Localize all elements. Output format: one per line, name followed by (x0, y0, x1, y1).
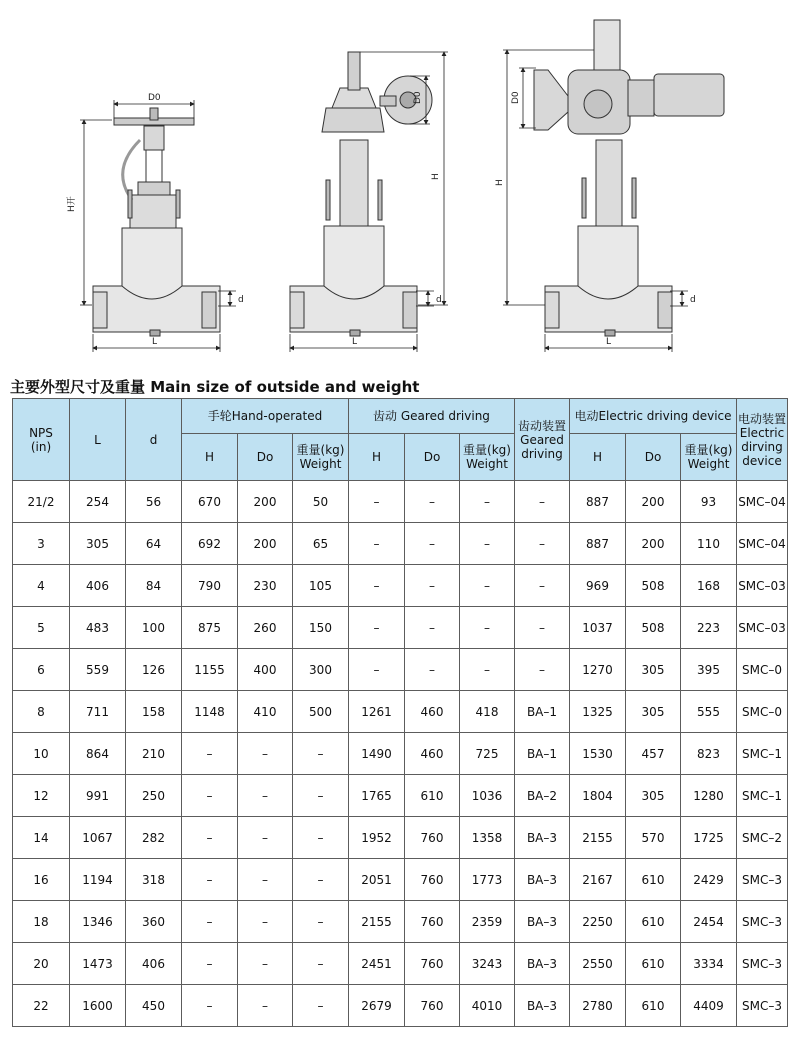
cell-hand-do: 400 (238, 649, 293, 691)
cell-electric-device: SMC–3 (737, 985, 788, 1027)
cell-hand-weight: – (293, 817, 349, 859)
header-electric-driving: 电动Electric driving device (570, 399, 737, 434)
cell-geared-device: – (515, 523, 570, 565)
cell-geared-do: 760 (405, 817, 460, 859)
cell-geared-do: – (405, 565, 460, 607)
cell-hand-do: – (238, 901, 293, 943)
cell-electric-device: SMC–2 (737, 817, 788, 859)
cell-geared-h: 2679 (349, 985, 405, 1027)
cell-geared-weight: 725 (460, 733, 515, 775)
cell-hand-do: – (238, 943, 293, 985)
cell-geared-weight: 1773 (460, 859, 515, 901)
cell-hand-weight: 150 (293, 607, 349, 649)
table-row (13, 523, 788, 565)
cell-geared-weight: – (460, 565, 515, 607)
header-electric-do: Do (626, 434, 681, 481)
cell-nps: 22 (13, 985, 70, 1027)
cell-electric-do: 610 (626, 943, 681, 985)
cell-hand-weight: – (293, 901, 349, 943)
cell-electric-h: 1270 (570, 649, 626, 691)
cell-hand-do: 200 (238, 523, 293, 565)
valve-drawings (0, 0, 800, 370)
cell-hand-do: 410 (238, 691, 293, 733)
cell-electric-h: 2780 (570, 985, 626, 1027)
cell-nps: 6 (13, 649, 70, 691)
cell-nps: 18 (13, 901, 70, 943)
size-weight-table (12, 398, 788, 1027)
cell-geared-do: 460 (405, 691, 460, 733)
cell-l: 1067 (70, 817, 126, 859)
header-electric-device: 电动装置 Electric dirving device (737, 399, 788, 481)
cell-d: 318 (126, 859, 182, 901)
cell-hand-weight: 50 (293, 481, 349, 523)
cell-geared-do: 460 (405, 733, 460, 775)
table-row (13, 481, 788, 523)
cell-hand-h: – (182, 733, 238, 775)
table-header (13, 399, 788, 481)
cell-electric-h: 887 (570, 523, 626, 565)
cell-electric-weight: 823 (681, 733, 737, 775)
cell-geared-device: BA–1 (515, 733, 570, 775)
cell-geared-weight: – (460, 481, 515, 523)
cell-geared-weight: 3243 (460, 943, 515, 985)
cell-geared-device: – (515, 481, 570, 523)
cell-l: 1194 (70, 859, 126, 901)
cell-electric-device: SMC–3 (737, 943, 788, 985)
cell-d: 282 (126, 817, 182, 859)
cell-geared-h: – (349, 649, 405, 691)
cell-hand-h: 1155 (182, 649, 238, 691)
table-row (13, 775, 788, 817)
header-hand-do: Do (238, 434, 293, 481)
cell-hand-weight: – (293, 943, 349, 985)
cell-geared-device: – (515, 565, 570, 607)
table-body (13, 481, 788, 1027)
table-row (13, 985, 788, 1027)
header-hand-h: H (182, 434, 238, 481)
cell-electric-weight: 555 (681, 691, 737, 733)
cell-hand-h: 670 (182, 481, 238, 523)
cell-electric-h: 2550 (570, 943, 626, 985)
cell-geared-weight: 1358 (460, 817, 515, 859)
cell-geared-weight: 4010 (460, 985, 515, 1027)
cell-geared-h: 2155 (349, 901, 405, 943)
cell-hand-h: – (182, 775, 238, 817)
cell-hand-weight: 65 (293, 523, 349, 565)
electric-l-label: L (606, 337, 612, 347)
cell-hand-weight: – (293, 859, 349, 901)
cell-geared-weight: – (460, 607, 515, 649)
cell-geared-weight: 2359 (460, 901, 515, 943)
cell-electric-do: 305 (626, 649, 681, 691)
cell-electric-weight: 93 (681, 481, 737, 523)
header-electric-h: H (570, 434, 626, 481)
cell-geared-h: 2451 (349, 943, 405, 985)
cell-geared-do: 610 (405, 775, 460, 817)
header-electric-weight: 重量(kg) Weight (681, 434, 737, 481)
cell-electric-h: 969 (570, 565, 626, 607)
cell-hand-weight: 500 (293, 691, 349, 733)
cell-electric-weight: 2429 (681, 859, 737, 901)
cell-geared-device: BA–3 (515, 943, 570, 985)
cell-hand-weight: – (293, 985, 349, 1027)
cell-electric-h: 2167 (570, 859, 626, 901)
cell-geared-device: BA–3 (515, 901, 570, 943)
cell-geared-device: – (515, 607, 570, 649)
table-row (13, 607, 788, 649)
cell-l: 711 (70, 691, 126, 733)
cell-d: 450 (126, 985, 182, 1027)
header-l: L (70, 399, 126, 481)
cell-d: 158 (126, 691, 182, 733)
cell-d: 84 (126, 565, 182, 607)
header-geared-driving: 齿动 Geared driving (349, 399, 515, 434)
cell-d: 64 (126, 523, 182, 565)
cell-geared-do: – (405, 649, 460, 691)
cell-electric-h: 1037 (570, 607, 626, 649)
electric-d0-label: D0 (511, 91, 521, 104)
cell-nps: 4 (13, 565, 70, 607)
cell-d: 360 (126, 901, 182, 943)
cell-hand-h: – (182, 817, 238, 859)
cell-d: 210 (126, 733, 182, 775)
cell-electric-h: 1530 (570, 733, 626, 775)
hand-d-label: d (238, 295, 244, 305)
cell-nps: 3 (13, 523, 70, 565)
cell-electric-do: 610 (626, 985, 681, 1027)
cell-electric-device: SMC–03 (737, 607, 788, 649)
cell-l: 864 (70, 733, 126, 775)
hand-d0-label: D0 (148, 93, 161, 103)
cell-geared-device: BA–2 (515, 775, 570, 817)
table-row (13, 565, 788, 607)
cell-electric-device: SMC–1 (737, 775, 788, 817)
cell-l: 559 (70, 649, 126, 691)
cell-l: 1346 (70, 901, 126, 943)
cell-electric-h: 2250 (570, 901, 626, 943)
cell-geared-device: BA–3 (515, 817, 570, 859)
cell-hand-weight: 105 (293, 565, 349, 607)
cell-electric-weight: 3334 (681, 943, 737, 985)
cell-electric-do: 610 (626, 859, 681, 901)
cell-geared-h: – (349, 481, 405, 523)
cell-electric-do: 570 (626, 817, 681, 859)
cell-electric-weight: 2454 (681, 901, 737, 943)
cell-electric-device: SMC–03 (737, 565, 788, 607)
cell-electric-h: 2155 (570, 817, 626, 859)
cell-geared-device: BA–3 (515, 859, 570, 901)
cell-nps: 5 (13, 607, 70, 649)
cell-nps: 16 (13, 859, 70, 901)
cell-hand-h: 875 (182, 607, 238, 649)
cell-hand-do: 230 (238, 565, 293, 607)
table-row (13, 817, 788, 859)
cell-hand-do: 260 (238, 607, 293, 649)
cell-l: 991 (70, 775, 126, 817)
cell-electric-weight: 223 (681, 607, 737, 649)
cell-geared-weight: 418 (460, 691, 515, 733)
header-hand-weight: 重量(kg) Weight (293, 434, 349, 481)
cell-nps: 20 (13, 943, 70, 985)
header-geared-weight: 重量(kg) Weight (460, 434, 515, 481)
cell-l: 1600 (70, 985, 126, 1027)
cell-geared-weight: – (460, 649, 515, 691)
geared-valve-drawing (290, 52, 432, 336)
cell-l: 254 (70, 481, 126, 523)
header-d: d (126, 399, 182, 481)
cell-nps: 12 (13, 775, 70, 817)
cell-geared-do: – (405, 607, 460, 649)
cell-d: 250 (126, 775, 182, 817)
header-geared-device: 齿动装置 Geared driving (515, 399, 570, 481)
cell-electric-do: 610 (626, 901, 681, 943)
cell-electric-device: SMC–0 (737, 649, 788, 691)
cell-l: 406 (70, 565, 126, 607)
cell-electric-do: 200 (626, 481, 681, 523)
cell-geared-do: – (405, 523, 460, 565)
hand-h-label: H开 (67, 196, 77, 212)
cell-hand-do: – (238, 775, 293, 817)
table-row (13, 859, 788, 901)
cell-nps: 8 (13, 691, 70, 733)
cell-electric-device: SMC–3 (737, 859, 788, 901)
cell-electric-do: 457 (626, 733, 681, 775)
cell-hand-weight: – (293, 775, 349, 817)
cell-electric-device: SMC–1 (737, 733, 788, 775)
header-geared-h: H (349, 434, 405, 481)
cell-hand-do: – (238, 859, 293, 901)
cell-electric-weight: 1280 (681, 775, 737, 817)
cell-electric-weight: 395 (681, 649, 737, 691)
section-title: 主要外型尺寸及重量 Main size of outside and weight (10, 378, 420, 396)
cell-nps: 14 (13, 817, 70, 859)
cell-electric-do: 508 (626, 607, 681, 649)
cell-electric-device: SMC–04 (737, 481, 788, 523)
cell-electric-device: SMC–0 (737, 691, 788, 733)
cell-hand-do: 200 (238, 481, 293, 523)
cell-hand-h: 692 (182, 523, 238, 565)
cell-geared-h: 2051 (349, 859, 405, 901)
cell-electric-weight: 110 (681, 523, 737, 565)
cell-hand-h: 1148 (182, 691, 238, 733)
cell-l: 1473 (70, 943, 126, 985)
cell-l: 483 (70, 607, 126, 649)
cell-geared-do: 760 (405, 901, 460, 943)
electric-d-label: d (690, 295, 696, 305)
electric-h-label: H (495, 179, 505, 186)
cell-nps: 21/2 (13, 481, 70, 523)
geared-h-label: H (431, 173, 441, 180)
cell-electric-device: SMC–3 (737, 901, 788, 943)
cell-electric-weight: 1725 (681, 817, 737, 859)
cell-geared-do: 760 (405, 985, 460, 1027)
cell-geared-h: – (349, 607, 405, 649)
cell-geared-weight: – (460, 523, 515, 565)
header-hand-operated: 手轮Hand-operated (182, 399, 349, 434)
cell-electric-h: 887 (570, 481, 626, 523)
table-row (13, 943, 788, 985)
cell-geared-device: – (515, 649, 570, 691)
cell-d: 126 (126, 649, 182, 691)
cell-geared-weight: 1036 (460, 775, 515, 817)
cell-geared-device: BA–3 (515, 985, 570, 1027)
cell-geared-h: – (349, 523, 405, 565)
cell-electric-do: 508 (626, 565, 681, 607)
cell-electric-device: SMC–04 (737, 523, 788, 565)
cell-electric-do: 305 (626, 775, 681, 817)
geared-d-label: d (436, 295, 442, 305)
cell-geared-do: 760 (405, 859, 460, 901)
cell-hand-weight: – (293, 733, 349, 775)
header-nps: NPS (in) (13, 399, 70, 481)
cell-hand-h: – (182, 901, 238, 943)
header-geared-do: Do (405, 434, 460, 481)
cell-electric-weight: 168 (681, 565, 737, 607)
cell-geared-h: 1490 (349, 733, 405, 775)
cell-nps: 10 (13, 733, 70, 775)
geared-d0-label: D0 (413, 91, 423, 104)
electric-valve-drawing (534, 20, 724, 336)
cell-electric-h: 1804 (570, 775, 626, 817)
cell-hand-do: – (238, 817, 293, 859)
table-row (13, 691, 788, 733)
cell-hand-h: – (182, 943, 238, 985)
hand-l-label: L (152, 337, 158, 347)
cell-geared-do: – (405, 481, 460, 523)
cell-geared-h: 1952 (349, 817, 405, 859)
cell-d: 100 (126, 607, 182, 649)
cell-geared-device: BA–1 (515, 691, 570, 733)
cell-geared-h: 1261 (349, 691, 405, 733)
cell-hand-h: – (182, 985, 238, 1027)
cell-geared-h: – (349, 565, 405, 607)
table-row (13, 733, 788, 775)
cell-d: 56 (126, 481, 182, 523)
cell-hand-h: – (182, 859, 238, 901)
hand-operated-valve-drawing (93, 108, 220, 336)
cell-geared-do: 760 (405, 943, 460, 985)
cell-geared-h: 1765 (349, 775, 405, 817)
cell-hand-h: 790 (182, 565, 238, 607)
cell-electric-do: 200 (626, 523, 681, 565)
table-row (13, 649, 788, 691)
cell-electric-weight: 4409 (681, 985, 737, 1027)
geared-l-label: L (352, 337, 358, 347)
cell-hand-weight: 300 (293, 649, 349, 691)
cell-electric-h: 1325 (570, 691, 626, 733)
cell-d: 406 (126, 943, 182, 985)
cell-electric-do: 305 (626, 691, 681, 733)
table-row (13, 901, 788, 943)
cell-hand-do: – (238, 985, 293, 1027)
cell-l: 305 (70, 523, 126, 565)
cell-hand-do: – (238, 733, 293, 775)
